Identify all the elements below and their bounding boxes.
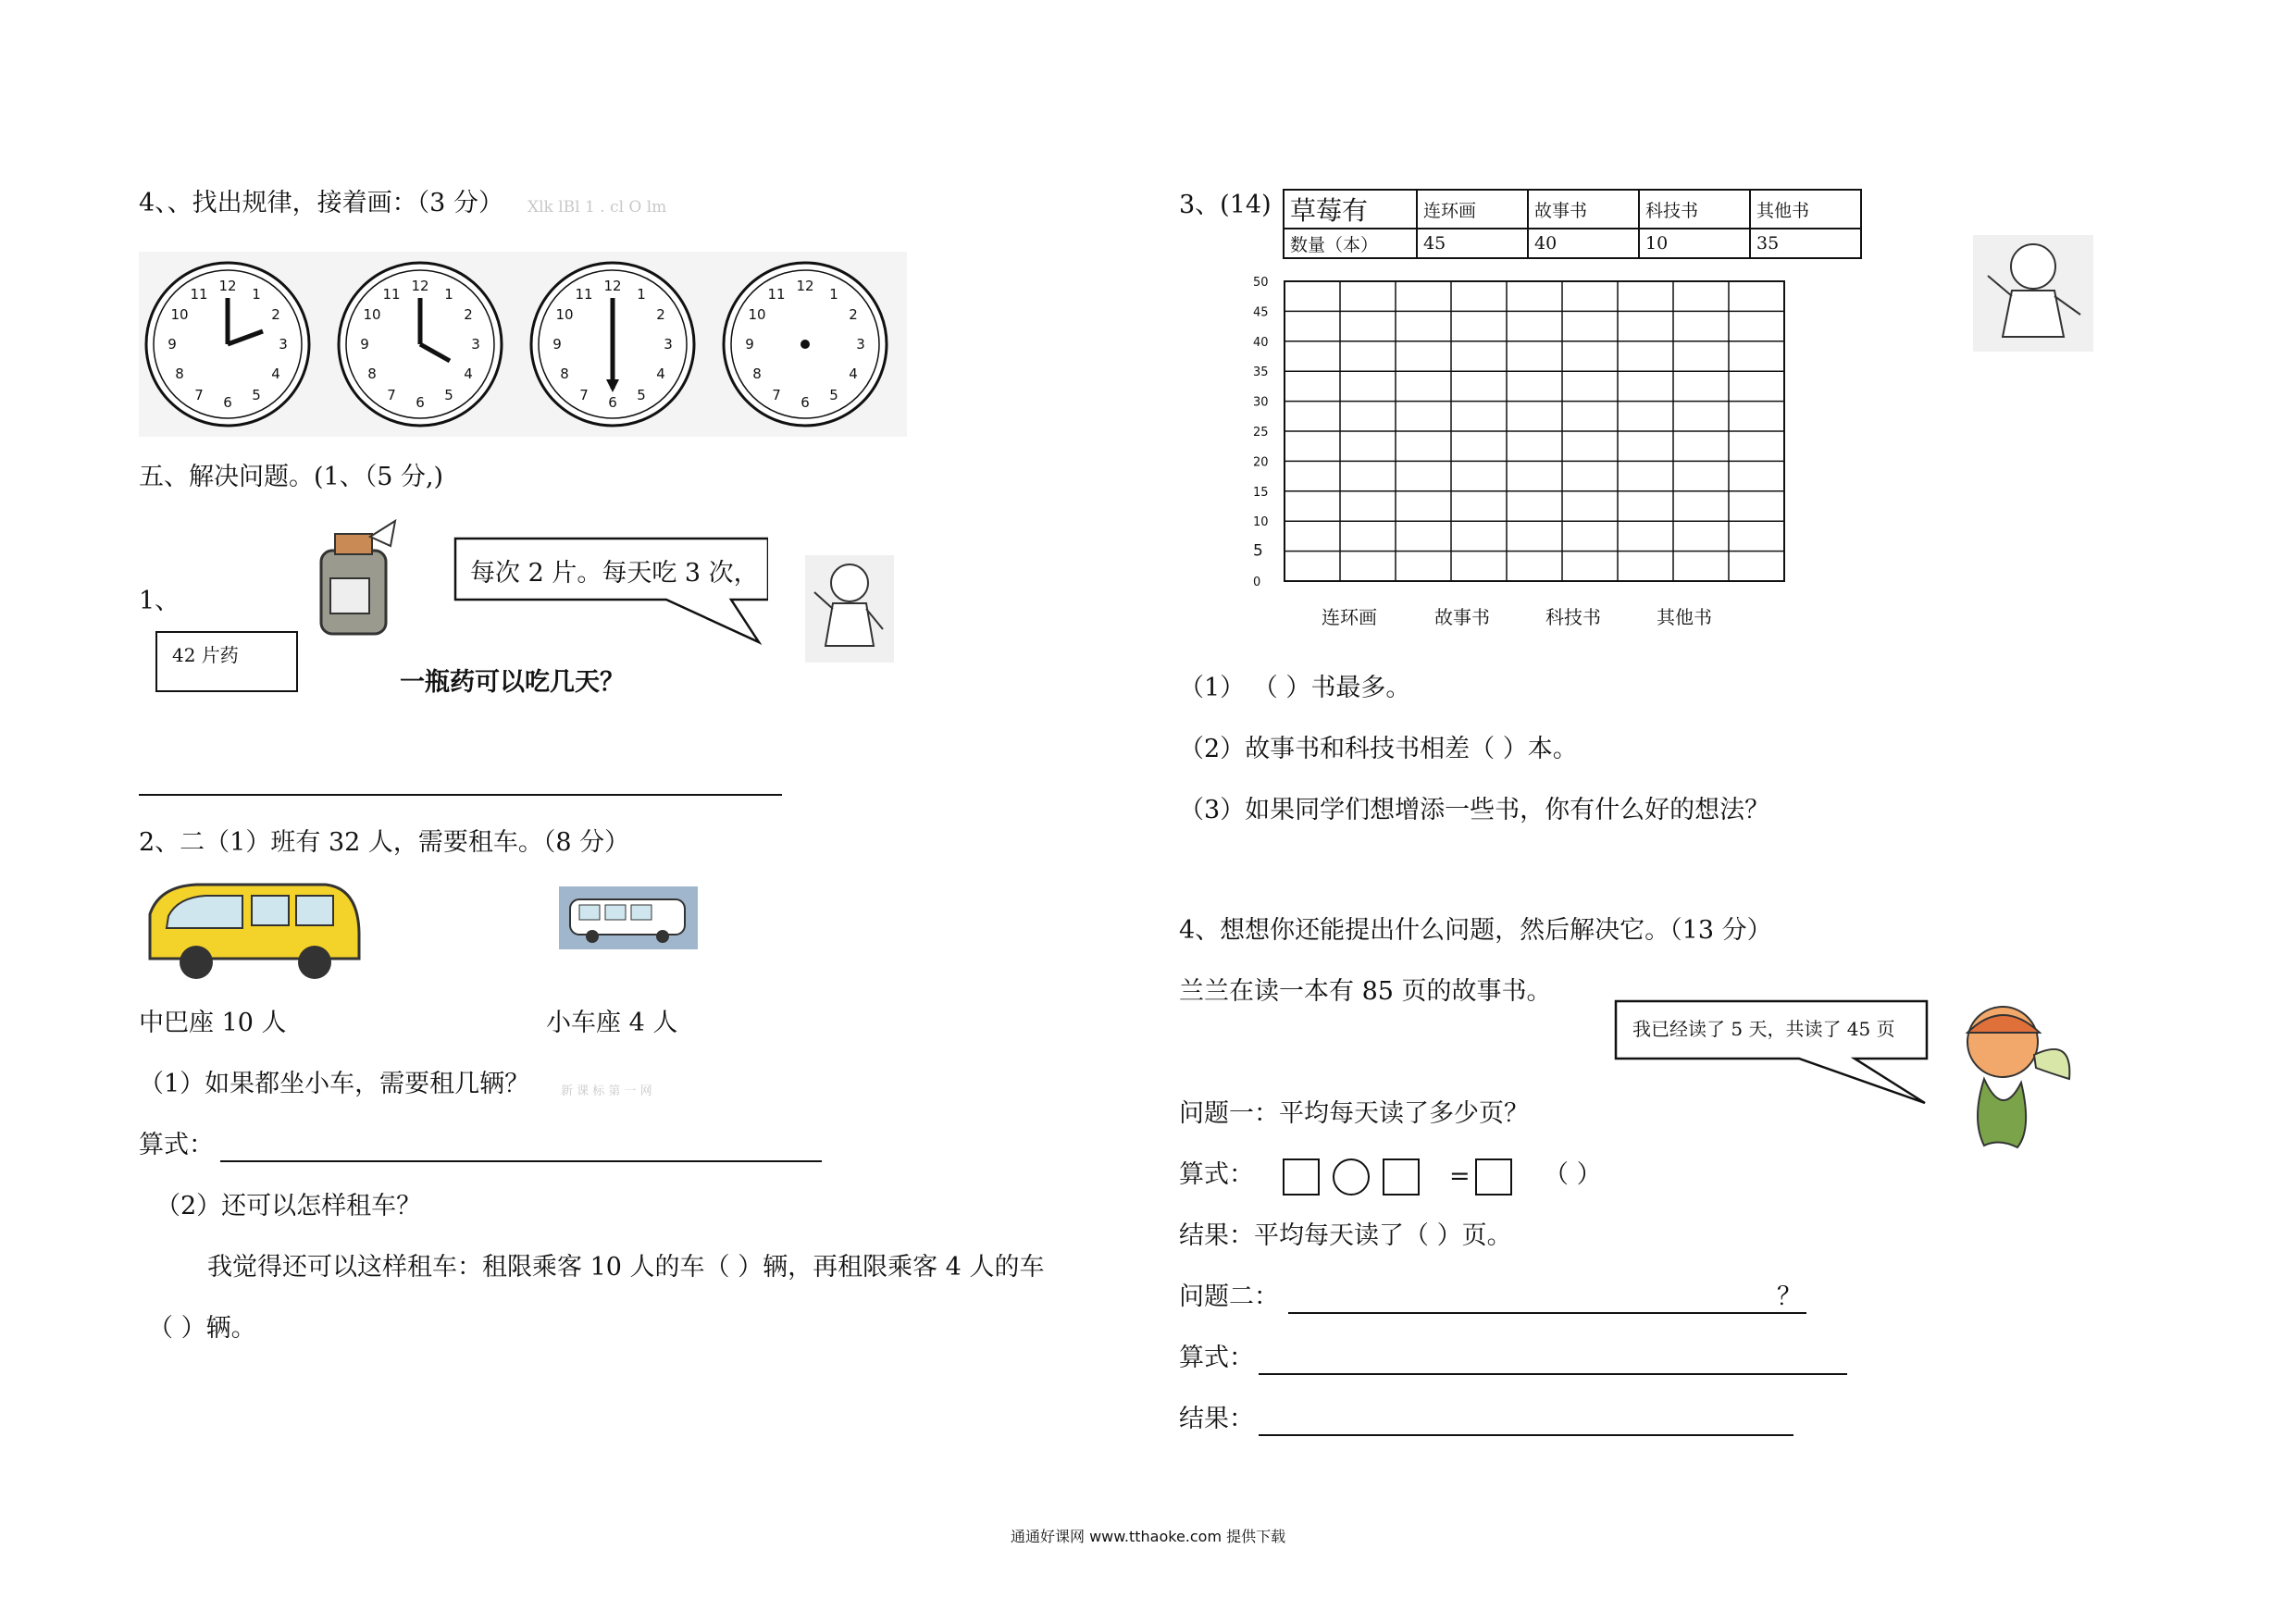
answer-line-1[interactable] [139,794,782,796]
table-row-label: 数量（本） [1284,229,1417,258]
clock-faces: 3 [139,252,907,437]
table-header: 科技书 [1639,190,1750,229]
minibus-icon [559,886,698,953]
y-tick-label: 45 [1253,305,1269,320]
table-cell: 45 [1417,229,1528,258]
girl-icon [805,555,894,666]
y-tick-label: 15 [1253,485,1269,500]
bus-label: 中巴座 10 人 [139,1009,287,1037]
q4-title: 4、、找出规律，接着画：（3 分） [139,189,503,217]
problem-2-answer-2: （ ）辆。 [148,1314,256,1343]
watermark-text: Xlk lBl 1 . cl O lm [527,198,667,217]
q3-3: （3）如果同学们想增添一些书，你有什么好的想法？ [1179,796,1770,824]
car-label: 小车座 4 人 [546,1009,678,1037]
footer: 通通好课网 www.tthaoke.com 提供下载 [1011,1528,1286,1545]
y-tick-label: 50 [1253,276,1269,290]
pill-count-label: 42 片药 [172,644,239,666]
table-cell: 10 [1639,229,1750,258]
y-tick-label: 5 [1253,541,1263,561]
speech-bubble-2 [1614,999,1929,1114]
y-tick-label: 30 [1253,395,1269,410]
watermark-text-2: 新 课 标 第 一 网 [561,1084,652,1098]
q4-intro: 兰兰在读一本有 85 页的故事书。 [1179,977,1552,1006]
problem-2-q1: （1）如果都坐小车，需要租几辆？ [139,1070,530,1098]
q4-result-1: 结果：平均每天读了（ ）页。 [1179,1221,1512,1250]
formula-label-1: 算式： [139,1131,214,1159]
problem-1-question: 一瓶药可以吃几天？ [400,668,625,697]
clock-1 [146,263,309,426]
clocks-row [139,252,907,437]
operator-circle[interactable] [1333,1158,1370,1196]
y-tick-label: 35 [1253,365,1269,380]
equals-sign: = [1449,1162,1471,1191]
y-tick-label: 40 [1253,335,1269,350]
y-tick-label: 10 [1253,515,1269,530]
problem-2-title: 2、二（1）班有 32 人，需要租车。（8 分） [139,828,630,857]
formula-line-2[interactable] [1259,1373,1847,1375]
q3-1: （1） （ ）书最多。 [1179,674,1411,702]
result-box[interactable] [1475,1158,1512,1196]
clock-3 [531,263,694,426]
q4-formula-label: 算式： [1179,1160,1254,1189]
pill-count-box [155,631,298,692]
problem-2-line[interactable] [1288,1312,1806,1314]
q3-label: 3、(14) [1179,191,1272,219]
table-cell: 40 [1528,229,1639,258]
x-category-label: 其他书 [1657,606,1712,628]
formula-line-1[interactable] [220,1160,822,1162]
question-mark: ？ [1777,1282,1802,1311]
q4-title-right: 4、想想你还能提出什么问题，然后解决它。（13 分） [1179,916,1772,945]
table-header: 连环画 [1417,190,1528,229]
table-header: 故事书 [1528,190,1639,229]
problem-2-answer-1: 我觉得还可以这样租车：租限乘客 10 人的车（ ）辆，再租限乘客 4 人的车 [207,1253,1045,1282]
operand-box-2[interactable] [1383,1158,1420,1196]
q4-formula-2: 算式： [1179,1344,1254,1372]
x-category-label: 故事书 [1434,606,1490,628]
x-category-label: 科技书 [1545,606,1601,628]
clock-2 [339,263,502,426]
q3-2: （2）故事书和科技书相差（ ）本。 [1179,735,1578,763]
problem-2-q2: （2）还可以怎样租车？ [155,1192,422,1220]
result-line-2[interactable] [1259,1434,1793,1436]
table-header: 其他书 [1750,190,1861,229]
y-tick-label: 20 [1253,455,1269,470]
bar-chart-grid [1203,268,1795,638]
problem-1-number: 1、 [139,587,180,615]
clock-4 [724,263,887,426]
operand-box-1[interactable] [1283,1158,1320,1196]
bus-icon [141,877,363,992]
x-category-label: 连环画 [1322,606,1377,628]
speech-bubble-1 [453,537,768,651]
q4-problem-2: 问题二： [1179,1282,1279,1311]
y-tick-label: 0 [1253,576,1261,589]
table-cell: 35 [1750,229,1861,258]
section-title: 五、解决问题。(1、（5 分,) [139,463,444,491]
speech-text-1: 每次 2 片。每天吃 3 次， [470,559,759,588]
medicine-bottle-icon [298,514,400,647]
girl-icon-2 [1973,235,2093,355]
q4-result-2: 结果： [1179,1405,1254,1433]
speech-text-2: 我已经读了 5 天，共读了 45 页 [1632,1018,1895,1040]
cartoon-character-icon [1943,990,2082,1170]
unit-paren: （ ） [1544,1160,1602,1189]
book-table [1283,189,1862,259]
y-tick-label: 25 [1253,426,1269,440]
table-title: 草莓有 [1284,190,1417,229]
q4-problem-1: 问题一：平均每天读了多少页？ [1179,1099,1529,1128]
